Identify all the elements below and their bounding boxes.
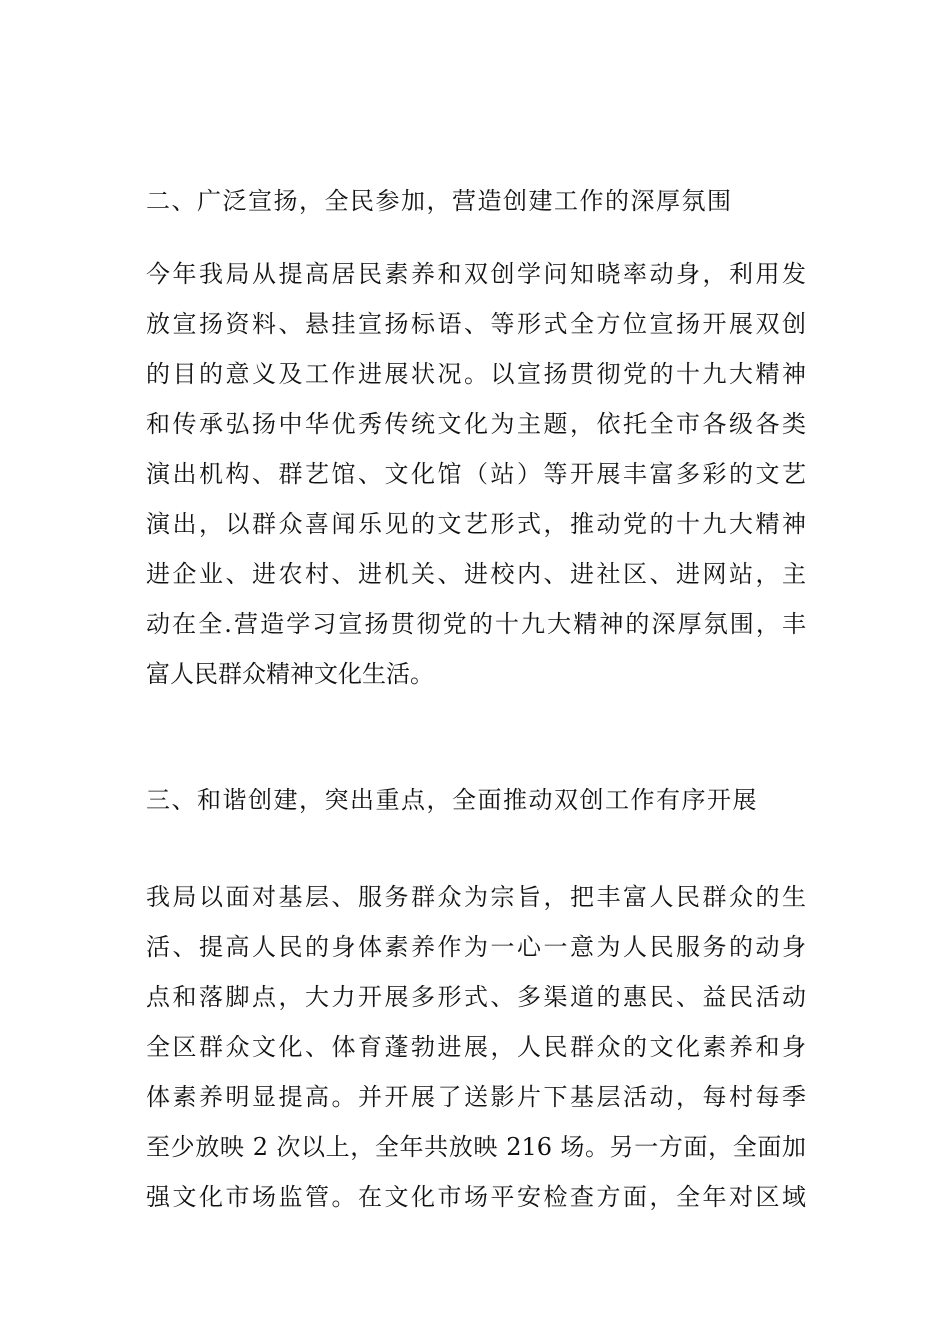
paragraph-line: 放宣扬资料、悬挂宣扬标语、等形式全方位宣扬开展双创: [146, 310, 806, 338]
section-2-paragraph: [146, 249, 806, 699]
paragraph-line: 富人民群众精神文化生活。: [146, 660, 434, 688]
paragraph-line: 至少放映 2 次以上，全年共放映 216 场。另一方面，全面加: [146, 1133, 806, 1161]
paragraph-line: 动在全.营造学习宣扬贯彻党的十九大精神的深厚氛围，丰: [146, 610, 806, 638]
paragraph-line: 体素养明显提高。并开展了送影片下基层活动，每村每季: [146, 1083, 806, 1111]
paragraph-line: 的目的意义及工作进展状况。以宣扬贯彻党的十九大精神: [146, 360, 806, 388]
paragraph-line: 和传承弘扬中华优秀传统文化为主题，依托全市各级各类: [146, 410, 806, 438]
paragraph-line: 活、提高人民的身体素养作为一心一意为人民服务的动身: [146, 933, 806, 961]
paragraph-line: 点和落脚点，大力开展多形式、多渠道的惠民、益民活动: [146, 983, 806, 1011]
paragraph-line: 今年我局从提高居民素养和双创学问知晓率动身，利用发: [146, 260, 806, 288]
section-2-heading: 二、广泛宣扬，全民参加，营造创建工作的深厚氛围: [146, 187, 733, 215]
section-3-heading: 三、和谐创建，突出重点，全面推动双创工作有序开展: [146, 786, 758, 814]
paragraph-line: 强文化市场监管。在文化市场平安检查方面，全年对区域: [146, 1183, 806, 1211]
paragraph-line: 进企业、进农村、进机关、进校内、进社区、进网站，主: [146, 560, 806, 588]
paragraph-line: 全区群众文化、体育蓬勃进展，人民群众的文化素养和身: [146, 1033, 806, 1061]
paragraph-line: 我局以面对基层、服务群众为宗旨，把丰富人民群众的生: [146, 883, 806, 911]
section-3-paragraph: [146, 872, 806, 1222]
paragraph-line: 演出机构、群艺馆、文化馆（站）等开展丰富多彩的文艺: [146, 460, 806, 488]
paragraph-line: 演出，以群众喜闻乐见的文艺形式，推动党的十九大精神: [146, 510, 806, 538]
